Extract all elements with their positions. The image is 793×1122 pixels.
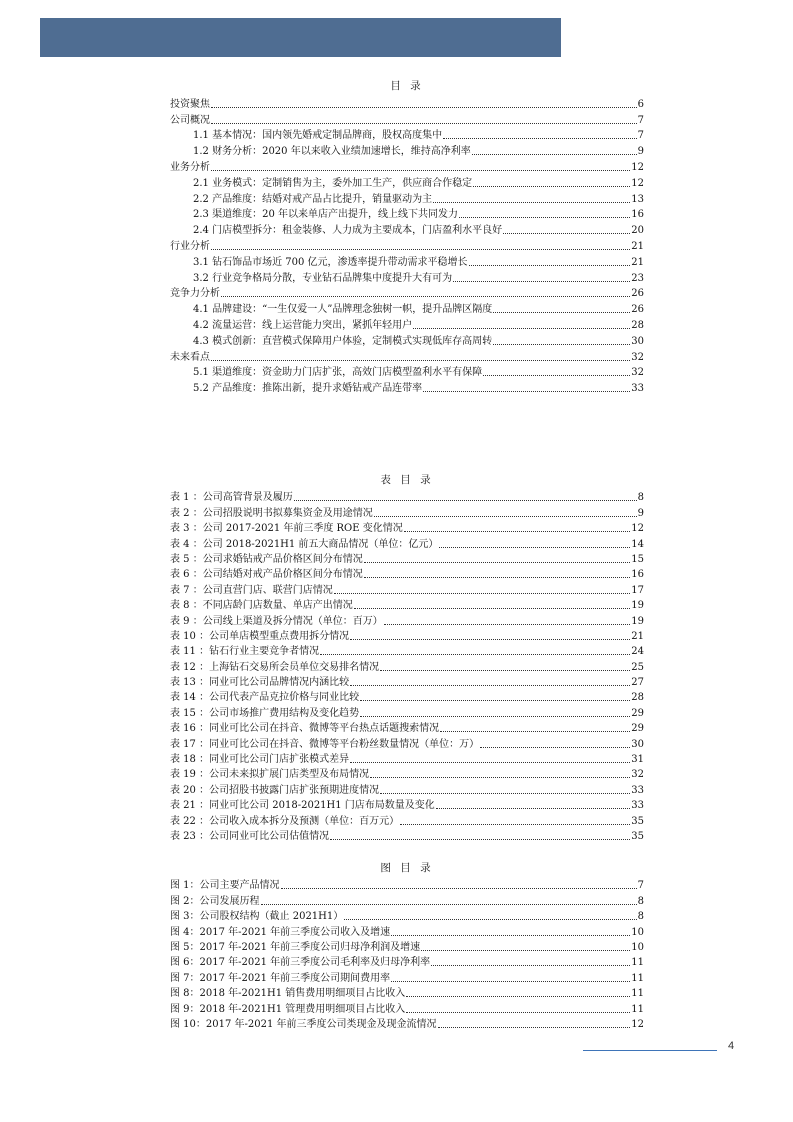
entry-title: 表 20 ：公司招股书披露门店扩张预期进度情况 [170,784,380,796]
dot-leader [453,281,630,282]
dot-leader [493,344,630,345]
entry-page: 21 [631,240,644,252]
entry-title: 表 23 ：公司同业可比公司估值情况 [170,830,330,842]
entry-title: 4.1 品牌建设：“一生仅爱一人”品牌理念独树一帜，提升品牌区隔度 [193,304,493,316]
entry-page: 35 [631,830,644,842]
tables-title: 表 目 录 [380,474,434,486]
entry-title: 表 4 ：公司 2018-2021H1 前五大商品情况（单位：亿元） [170,538,439,550]
entry-page: 7 [637,130,644,142]
dot-leader [413,328,630,329]
table-of-contents [170,79,644,395]
dot-leader [440,731,630,732]
entry-title: 2.3 渠道维度：20 年以来单店产出提升，线上线下共同发力 [193,209,458,221]
entry-page: 26 [631,288,644,300]
toc-link[interactable] [170,551,644,566]
dot-leader [211,249,630,250]
list-of-tables [170,473,644,843]
entry-page: 11 [631,972,644,984]
entry-page: 32 [631,351,644,363]
entry-title: 业务分析 [170,161,210,173]
dot-leader [330,839,630,840]
toc-link[interactable] [170,812,644,827]
entry-title: 表 12 ：上海钻石交易所会员单位交易排名情况 [170,661,380,673]
dot-leader [421,950,630,951]
entry-page: 20 [631,225,644,237]
dot-leader [404,531,631,532]
dot-leader [211,360,630,361]
entry-page: 10 [631,926,644,938]
toc-link[interactable] [170,127,644,143]
toc-link[interactable] [170,892,644,907]
toc-title: 目 录 [390,80,424,92]
footer-rule [583,1050,717,1051]
toc-link[interactable] [170,269,644,285]
toc-link[interactable] [170,95,644,111]
entry-page: 32 [631,367,644,379]
entry-title: 图 3：公司股权结构（截止 2021H1） [170,911,344,923]
dot-leader [344,919,636,920]
dot-leader [480,747,630,748]
toc-link[interactable] [170,111,644,127]
entry-title: 表 11 ：钻石行业主要竞争者情况 [170,646,320,658]
toc-link[interactable] [170,489,644,504]
toc-link[interactable] [170,221,644,237]
entry-page: 14 [631,538,644,550]
entry-page: 19 [631,600,644,612]
entry-page: 32 [631,769,644,781]
entry-page: 33 [631,784,644,796]
entry-title: 表 7 ：公司直营门店、联营门店情况 [170,584,333,596]
toc-link[interactable] [170,658,644,673]
entry-title: 3.1 钻石饰品市场近 700 亿元，渗透率提升带动需求平稳增长 [193,256,468,268]
dot-leader [391,981,630,982]
entry-page: 19 [631,615,644,627]
entry-title: 表 8 ：不同店龄门店数量、单店产出情况 [170,600,353,612]
dot-leader [294,500,637,501]
entry-page: 33 [631,800,644,812]
entry-page: 6 [637,98,644,110]
toc-link[interactable] [170,253,644,269]
tables-entries [170,489,644,843]
entry-title: 图 7：2017 年-2021 年前三季度公司期间费用率 [170,972,391,984]
toc-link[interactable] [170,985,644,1000]
toc-link[interactable] [170,332,644,348]
dot-leader [370,777,630,778]
dot-leader [374,516,637,517]
entry-page: 9 [637,507,644,519]
dot-leader [473,186,630,187]
entry-page: 16 [631,209,644,221]
entry-title: 5.1 渠道维度：资金助力门店扩张，高效门店模型盈利水平有保障 [193,367,483,379]
figures-title: 图 目 录 [380,862,434,874]
toc-link[interactable] [170,751,644,766]
entry-title: 3.2 行业竞争格局分散，专业钻石品牌集中度提升大有可为 [193,272,453,284]
entry-page: 12 [631,523,644,535]
toc-link[interactable] [170,206,644,222]
toc-link[interactable] [170,364,644,380]
entry-page: 7 [637,880,644,892]
entry-title: 竞争力分析 [170,288,220,300]
entry-page: 7 [637,114,644,126]
entry-page: 11 [631,957,644,969]
dot-leader [431,965,630,966]
toc-link[interactable] [170,766,644,781]
entry-title: 未来看点 [170,351,210,363]
toc-link[interactable] [170,628,644,643]
entry-title: 表 10 ：公司单店模型重点费用拆分情况 [170,630,350,642]
entry-page: 21 [631,630,644,642]
toc-link[interactable] [170,781,644,796]
toc-link[interactable] [170,300,644,316]
entry-page: 8 [637,895,644,907]
entry-title: 表 13 ：同业可比公司品牌情况内涵比较 [170,677,350,689]
entry-page: 26 [631,304,644,316]
dot-leader [493,312,630,313]
entry-title: 2.2 产品维度：结婚对戒产品占比提升，销量驱动为主 [193,193,433,205]
header-bar [40,18,561,57]
entry-page: 24 [631,646,644,658]
entry-title: 图 5：2017 年-2021 年前三季度公司归母净利润及增速 [170,941,421,953]
toc-link[interactable] [170,535,644,550]
dot-leader [459,217,630,218]
toc-link[interactable] [170,348,644,364]
entry-title: 图 1：公司主要产品情况 [170,880,280,892]
entry-title: 图 2：公司发展历程 [170,895,260,907]
entry-title: 图 6：2017 年-2021 年前三季度公司毛利率及归母净利率 [170,957,431,969]
toc-link[interactable] [170,174,644,190]
entry-page: 17 [631,584,644,596]
toc-link[interactable] [170,190,644,206]
toc-link[interactable] [170,908,644,923]
entry-page: 31 [631,754,644,766]
toc-link[interactable] [170,969,644,984]
entry-page: 12 [631,161,644,173]
toc-link[interactable] [170,597,644,612]
entry-title: 表 14 ：公司代表产品克拉价格与同业比较 [170,692,360,704]
dot-leader [350,639,630,640]
dot-leader [469,265,631,266]
toc-link[interactable] [170,316,644,332]
entry-page: 27 [631,677,644,689]
entry-page: 12 [631,1018,644,1030]
dot-leader [360,716,630,717]
toc-link[interactable] [170,720,644,735]
dot-leader [261,904,637,905]
toc-link[interactable] [170,1016,644,1031]
toc-link[interactable] [170,1000,644,1015]
entry-page: 28 [631,319,644,331]
toc-link[interactable] [170,735,644,750]
entry-page: 15 [631,553,644,565]
toc-link[interactable] [170,158,644,174]
dot-leader [483,375,630,376]
entry-page: 11 [631,988,644,1000]
dot-leader [281,888,637,889]
entry-page: 33 [631,383,644,395]
dot-leader [384,624,631,625]
entry-page: 35 [631,815,644,827]
dot-leader [400,824,630,825]
entry-title: 图 8：2018 年-2021H1 销售费用明细项目占比收入 [170,988,406,1000]
dot-leader [211,170,630,171]
entry-title: 2.4 门店模型拆分：租金装修、人力成为主要成本，门店盈利水平良好 [193,225,503,237]
entry-title: 表 9 ：公司线上渠道及拆分情况（单位：百万） [170,615,383,627]
entry-title: 图 10：2017 年-2021 年前三季度公司类现金及现金流情况 [170,1018,437,1030]
dot-leader [350,762,630,763]
entry-page: 30 [631,738,644,750]
dot-leader [436,808,630,809]
dot-leader [433,202,630,203]
entry-page: 21 [631,256,644,268]
toc-link[interactable] [170,612,644,627]
entry-title: 表 2 ：公司招股说明书拟募集资金及用途情况 [170,507,373,519]
entry-title: 4.2 流量运营：线上运营能力突出，紧抓年轻用户 [193,319,413,331]
dot-leader [364,562,631,563]
entry-title: 表 16 ：同业可比公司在抖音、微博等平台热点话题搜索情况 [170,723,440,735]
entry-title: 表 5 ：公司求婚钻戒产品价格区间分布情况 [170,553,363,565]
entry-page: 8 [637,911,644,923]
entry-page: 23 [631,272,644,284]
entry-title: 投资聚焦 [170,98,210,110]
entry-title: 图 4：2017 年-2021 年前三季度公司收入及增速 [170,926,391,938]
entry-title: 4.3 模式创新：直营模式保障用户体验，定制模式实现低库存高周转 [193,335,493,347]
entry-page: 11 [631,1003,644,1015]
dot-leader [406,1012,630,1013]
toc-link[interactable] [170,828,644,843]
entry-title: 表 15 ：公司市场推广费用结构及变化趋势 [170,707,360,719]
dot-leader [380,793,630,794]
entry-title: 公司概况 [170,114,210,126]
dot-leader [350,685,630,686]
dot-leader [211,123,637,124]
dot-leader [320,654,630,655]
page-number: 4 [728,1040,735,1052]
dot-leader [391,935,630,936]
entry-title: 表 3 ：公司 2017-2021 年前三季度 ROE 变化情况 [170,523,403,535]
toc-link[interactable] [170,643,644,658]
entry-title: 行业分析 [170,240,210,252]
entry-title: 图 9：2018 年-2021H1 管理费用明细项目占比收入 [170,1003,406,1015]
entry-title: 表 6 ：公司结婚对戒产品价格区间分布情况 [170,569,363,581]
toc-link[interactable] [170,939,644,954]
toc-link[interactable] [170,581,644,596]
toc-link[interactable] [170,285,644,301]
entry-title: 表 19 ：公司未来拟扩展门店类型及布局情况 [170,769,370,781]
toc-link[interactable] [170,877,644,892]
dot-leader [503,233,630,234]
toc-link[interactable] [170,379,644,395]
dot-leader [406,996,630,997]
list-of-figures [170,861,644,1031]
entry-page: 28 [631,692,644,704]
entry-page: 8 [637,492,644,504]
toc-link[interactable] [170,923,644,938]
entry-title: 5.2 产品维度：推陈出新，提升求婚钻戒产品连带率 [193,383,423,395]
entry-page: 10 [631,941,644,953]
entry-page: 16 [631,569,644,581]
figures-entries [170,877,644,1031]
toc-link[interactable] [170,566,644,581]
toc-link[interactable] [170,954,644,969]
entry-page: 29 [631,707,644,719]
dot-leader [211,107,637,108]
entry-page: 9 [637,146,644,158]
toc-entries [170,95,644,395]
dot-leader [472,154,637,155]
entry-title: 表 18 ：同业可比公司门店扩张模式差异 [170,754,350,766]
entry-title: 表 1 ：公司高管背景及履历 [170,492,293,504]
dot-leader [360,700,630,701]
toc-link[interactable] [170,704,644,719]
dot-leader [380,670,630,671]
entry-page: 30 [631,335,644,347]
entry-title: 1.2 财务分析：2020 年以来收入业绩加速增长，维持高净利率 [193,146,471,158]
dot-leader [423,391,630,392]
toc-link[interactable] [170,520,644,535]
entry-page: 29 [631,723,644,735]
entry-page: 12 [631,177,644,189]
toc-link[interactable] [170,504,644,519]
toc-link[interactable] [170,674,644,689]
toc-link[interactable] [170,142,644,158]
toc-link[interactable] [170,237,644,253]
toc-link[interactable] [170,689,644,704]
entry-title: 1.1 基本情况：国内领先婚戒定制品牌商，股权高度集中 [193,130,443,142]
entry-title: 表 22 ：公司收入成本拆分及预测（单位：百万元） [170,815,400,827]
dot-leader [354,608,631,609]
dot-leader [443,138,637,139]
dot-leader [364,577,631,578]
dot-leader [221,296,630,297]
entry-title: 表 17 ：同业可比公司在抖音、微博等平台粉丝数量情况（单位：万） [170,738,480,750]
entry-title: 表 21 ：同业可比公司 2018-2021H1 门店布局数量及变化 [170,800,435,812]
dot-leader [334,593,631,594]
toc-link[interactable] [170,797,644,812]
entry-page: 25 [631,661,644,673]
dot-leader [439,547,630,548]
dot-leader [438,1027,631,1028]
entry-title: 2.1 业务模式：定制销售为主，委外加工生产，供应商合作稳定 [193,177,473,189]
entry-page: 13 [631,193,644,205]
